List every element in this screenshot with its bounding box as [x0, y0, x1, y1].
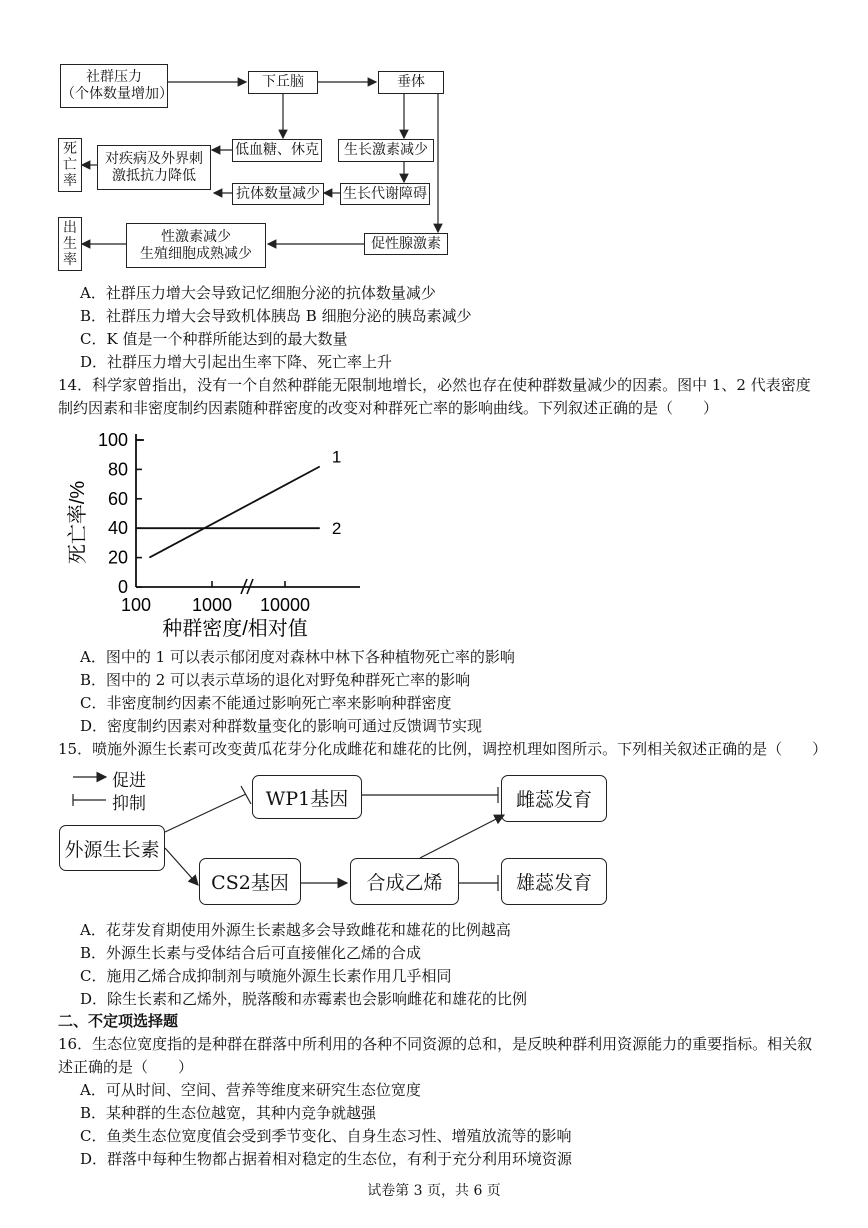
box-wp1-gene: WP1基因	[252, 775, 362, 819]
q16-stem-line1: 16．生态位宽度指的是种群在群落中所利用的各种不同资源的总和，是反映种群利用资源能力的重要指标。相关叙	[58, 1035, 813, 1053]
box-pistil-development: 雌蕊发育	[501, 775, 607, 822]
box-metabolism: 生长代谢障碍	[340, 183, 430, 205]
q15-stem: 15．喷施外源生长素可改变黄瓜花芽分化成雌花和雄花的比例，调控机理如图所示。下列相关叙述正确的是（ ）	[58, 740, 828, 758]
social-pressure-sub: （个体数量增加）	[61, 86, 173, 102]
q14-option-b: B．图中的 2 可以表示草场的退化对野兔种群死亡率的影响	[80, 671, 471, 689]
social-pressure-text: 社群压力	[86, 69, 142, 85]
box-death-rate	[58, 138, 82, 192]
q13-option-a: A．社群压力增大会导致记忆细胞分泌的抗体数量减少	[80, 284, 436, 302]
density-mortality-chart	[60, 420, 400, 645]
box-social-pressure	[60, 64, 173, 108]
y-tick-label: 80	[107, 459, 128, 480]
q15-option-a: A．花芽发育期使用外源生长素越多会导致雌花和雄花的比例越高	[80, 921, 511, 939]
y-tick-label: 100	[97, 430, 128, 450]
birth-rate-text: 出生率	[63, 220, 77, 268]
box-pituitary: 垂体	[378, 71, 444, 94]
box-birth-rate	[58, 217, 82, 271]
q14-option-a: A．图中的 1 可以表示郁闭度对森林中林下各种植物死亡率的影响	[80, 648, 515, 666]
x-tick-label: 10000	[259, 595, 311, 615]
y-tick-label: 40	[107, 518, 128, 539]
page-footer: 试卷第 3 页，共 6 页	[367, 1183, 501, 1199]
y-tick-label: 60	[107, 488, 128, 509]
box-hypothalamus: 下丘脑	[248, 71, 318, 94]
legend-inhibit-label: 抑制	[112, 794, 146, 814]
sex-hormone-l2: 生殖细胞成熟减少	[140, 245, 252, 262]
x-tick-label: 1000	[191, 595, 233, 615]
box-resistance	[97, 145, 211, 190]
q13-option-b: B．社群压力增大会导致机体胰岛 B 细胞分泌的胰岛素减少	[80, 307, 472, 325]
series-label-2: 2	[331, 519, 342, 539]
death-rate-text: 死亡率	[63, 141, 77, 189]
y-axis-title: 死亡率/%	[67, 480, 89, 565]
resistance-l1: 对疾病及外界刺	[105, 150, 203, 167]
x-tick-label: 100	[120, 595, 152, 615]
q15-option-c: C．施用乙烯合成抑制剂与喷施外源生长素作用几乎相同	[80, 967, 452, 985]
q14-stem-line1: 14．科学家曾指出，没有一个自然种群能无限制地增长，必然也存在使种群数量减少的因素。图中 1、2 代表密度	[58, 376, 811, 394]
resistance-l2: 激抵抗力降低	[112, 167, 196, 184]
section-heading-multiple-choice: 二、不定项选择题	[58, 1012, 179, 1030]
box-cs2-gene: CS2基因	[199, 858, 301, 905]
q15-option-b: B．外源生长素与受体结合后可直接催化乙烯的合成	[80, 944, 422, 962]
legend-promote-label: 促进	[112, 771, 146, 791]
q16-option-c: C．鱼类生态位宽度值会受到季节变化、自身生态习性、增殖放流等的影响	[80, 1127, 572, 1145]
q15-option-d: D．除生长素和乙烯外，脱落酸和赤霉素也会影响雌花和雄花的比例	[80, 990, 528, 1008]
q16-option-d: D．群落中每种生物都占据着相对稳定的生态位，有利于充分利用环境资源	[80, 1150, 573, 1168]
q13-option-d: D．社群压力增大引起出生率下降、死亡率上升	[80, 353, 393, 371]
box-gh-decrease: 生长激素减少	[338, 139, 434, 162]
box-exogenous-auxin: 外源生长素	[59, 825, 165, 871]
box-sex-hormone	[126, 223, 266, 268]
sex-hormone-l1: 性激素减少	[161, 228, 231, 245]
q16-option-a: A．可从时间、空间、营养等维度来研究生态位宽度	[80, 1081, 421, 1099]
series-label-1: 1	[331, 447, 342, 467]
x-axis-title: 种群密度/相对值	[162, 618, 308, 640]
box-antibody: 抗体数量减少	[232, 183, 324, 205]
y-tick-label: 0	[117, 577, 128, 597]
box-gonadotropin: 促性腺激素	[364, 233, 448, 255]
q14-stem-line2: 制约因素和非密度制约因素随种群密度的改变对种群死亡率的影响曲线。下列叙述正确的是（ ）	[58, 399, 719, 417]
box-low-sugar: 低血糖、休克	[232, 139, 322, 162]
box-ethylene-synthesis: 合成乙烯	[350, 858, 459, 905]
q13-option-c: C．K 值是一个种群所能达到的最大数量	[80, 330, 348, 348]
y-tick-label: 20	[107, 547, 128, 568]
q14-option-c: C．非密度制约因素不能通过影响死亡率来影响种群密度	[80, 694, 452, 712]
series-line-1	[149, 467, 319, 558]
box-stamen-development: 雄蕊发育	[501, 858, 607, 905]
q14-option-d: D．密度制约因素对种群数量变化的影响可通过反馈调节实现	[80, 717, 483, 735]
q16-stem-line2: 述正确的是（ ）	[58, 1058, 194, 1076]
q16-option-b: B．某种群的生态位越宽，其种内竞争就越强	[80, 1104, 377, 1122]
